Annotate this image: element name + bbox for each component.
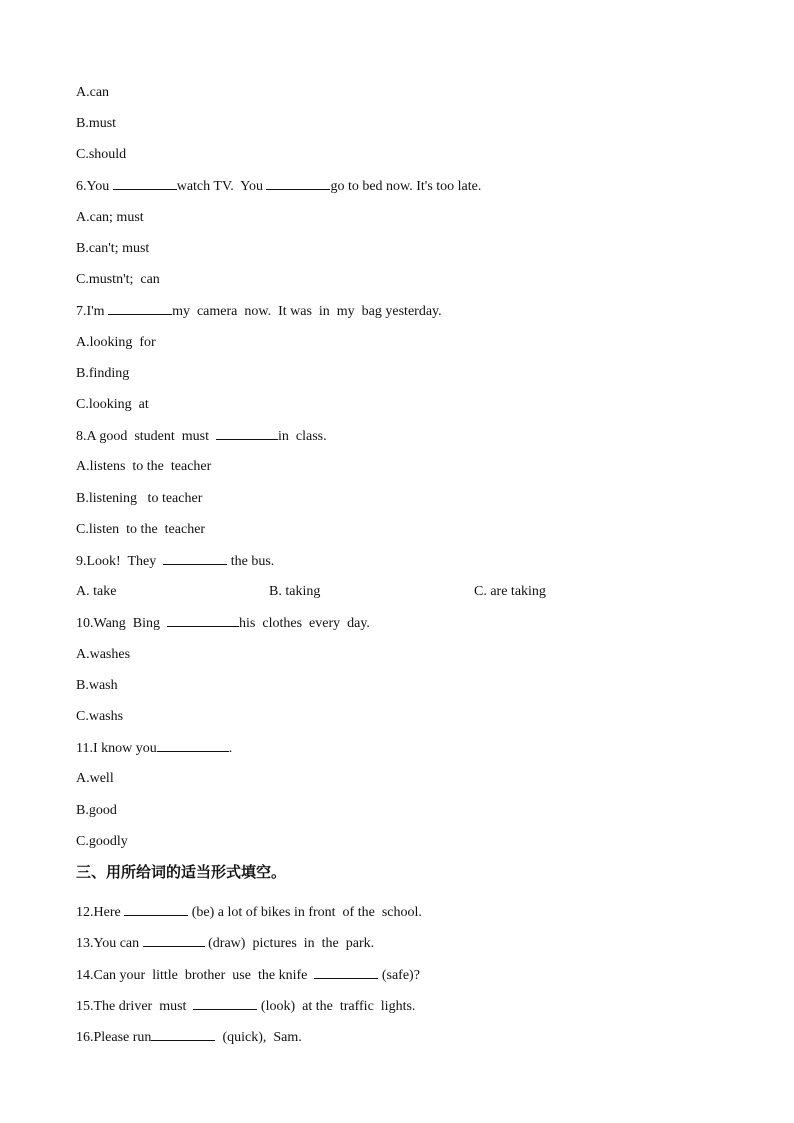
q11-option-b: B.good (76, 803, 117, 818)
q10-option-a: A.washes (76, 647, 131, 662)
q13-stem: 13.You can (draw) pictures in the park. (76, 936, 375, 951)
q10-option-b: B.wash (76, 678, 118, 693)
q5-option-c: C.should (76, 147, 127, 162)
q6-option-a: A.can; must (76, 210, 144, 225)
q9-option-a: A. take (76, 584, 117, 599)
q7-blank (108, 302, 172, 315)
q13-blank (143, 934, 205, 947)
q11-option-c: C.goodly (76, 834, 128, 849)
q9-blank (163, 552, 227, 565)
q11-stem: 11.I know you . (76, 741, 233, 756)
q10-blank (167, 614, 239, 627)
q8-option-b: B.listening to teacher (76, 491, 203, 506)
q6-option-c: C.mustn't; can (76, 272, 160, 287)
q7-option-b: B.finding (76, 366, 130, 381)
q8-stem: 8.A good student must in class. (76, 429, 327, 444)
q12-blank (124, 903, 188, 916)
q6-blank-2 (266, 177, 330, 190)
q7-option-c: C.looking at (76, 397, 149, 412)
q10-stem: 10.Wang Bing his clothes every day. (76, 616, 370, 631)
q7-option-a: A.looking for (76, 335, 156, 350)
q5-option-b: B.must (76, 116, 117, 131)
q10-option-c: C.washs (76, 709, 124, 724)
q5-option-a: A.can (76, 85, 110, 100)
q12-stem: 12.Here (be) a lot of bikes in front of the school. (76, 905, 422, 920)
q7-stem: 7.I'm my camera now. It was in my bag yesterday. (76, 304, 442, 319)
section-3-heading: 三、用所给词的适当形式填空。 (76, 863, 287, 881)
q8-option-a: A.listens to the teacher (76, 459, 212, 474)
q16-stem: 16.Please run (quick), Sam. (76, 1030, 302, 1045)
q11-option-a: A.well (76, 771, 114, 786)
q15-blank (193, 997, 257, 1010)
q14-stem: 14.Can your little brother use the knife (safe)? (76, 968, 420, 983)
q11-blank (157, 739, 229, 752)
q8-blank (216, 427, 278, 440)
q9-stem: 9.Look! They the bus. (76, 554, 275, 569)
q15-stem: 15.The driver must (look) at the traffic lights. (76, 999, 416, 1014)
q6-stem: 6.You watch TV. You go to bed now. It's too late. (76, 179, 482, 194)
q8-option-c: C.listen to the teacher (76, 522, 206, 537)
q6-blank-1 (113, 177, 177, 190)
q14-blank (314, 966, 378, 979)
q9-option-c: C. are taking (474, 584, 546, 599)
q6-option-b: B.can't; must (76, 241, 150, 256)
q16-blank (151, 1028, 215, 1041)
q9-option-b: B. taking (269, 584, 321, 599)
